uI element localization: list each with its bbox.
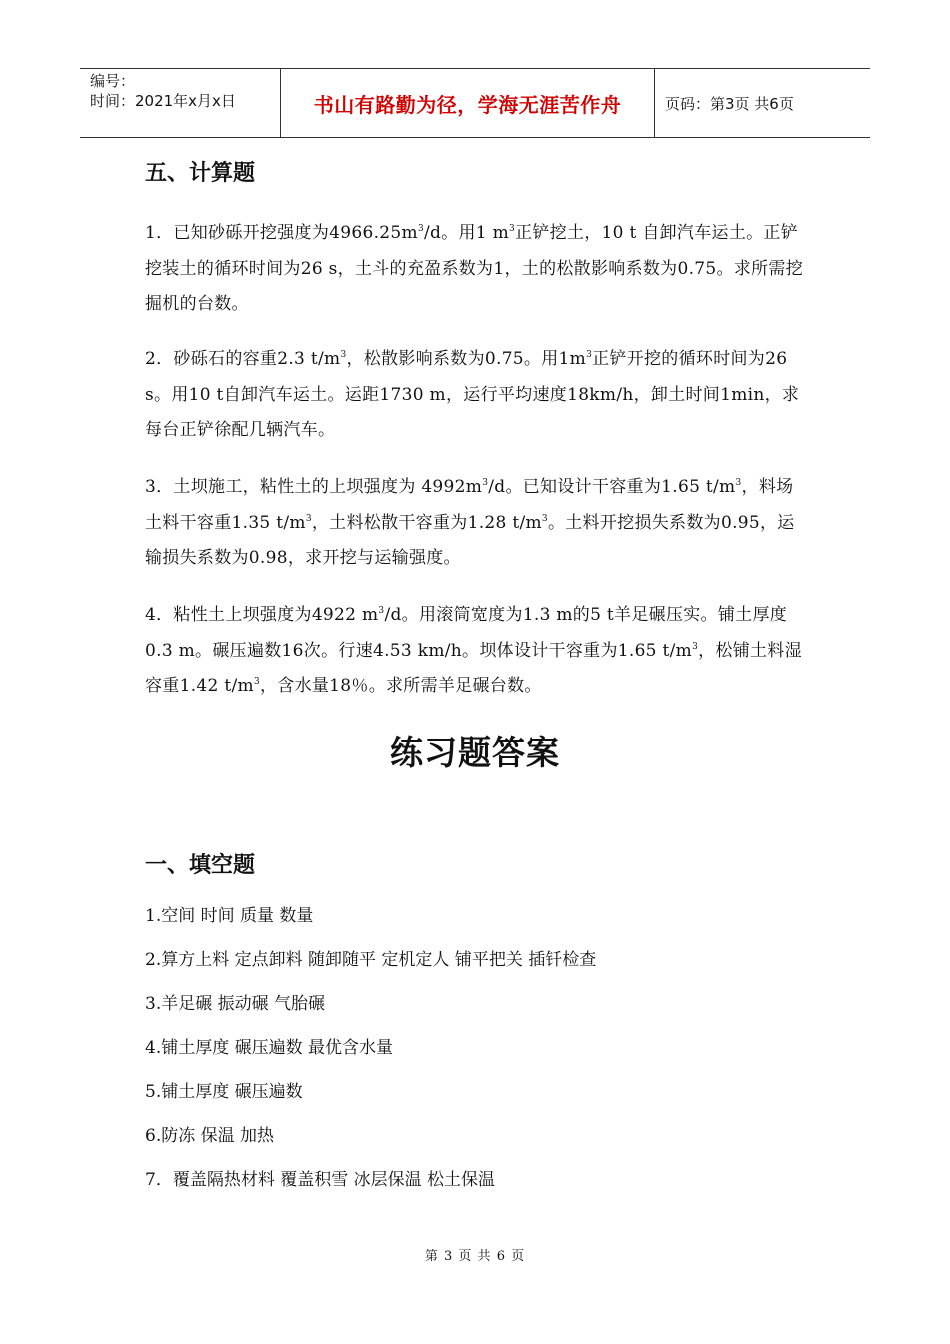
answer-item: 7．覆盖隔热材料 覆盖积雪 冰层保温 松土保温 (145, 1170, 496, 1190)
page-footer: 第 3 页 共 6 页 (424, 1249, 526, 1264)
header-meta (80, 69, 281, 137)
answer-item: 1.空间 时间 质量 数量 (145, 906, 314, 926)
answer-item: 6.防冻 保温 加热 (145, 1126, 275, 1146)
answers-title: 练习题答案 (390, 733, 560, 772)
answer-item: 3.羊足碾 振动碾 气胎碾 (145, 994, 326, 1014)
header-number: 编号： (90, 72, 136, 90)
header-motto: 书山有路勤为径，学海无涯苦作舟 (281, 69, 655, 137)
question-2: 2．砂砾石的容重2.3 $t/m^3$，松散影响系数为0.75。用$1m^3$正铲开挖的循环时间为26 s。用10 t自卸汽车运土。运距1730 m，运行平均速度18km/h，卸土时间1min，求每台正铲徐配几辆汽车。 (145, 349, 800, 440)
section5-title: 五、计算题 (145, 161, 256, 186)
answer-item: 2.算方上料 定点卸料 随卸随平 定机定人 铺平把关 插钎检查 (145, 950, 597, 970)
header-time: 时间：2021年x月x日 (90, 92, 236, 110)
answer-item: 4.铺土厚度 碾压遍数 最优含水量 (145, 1038, 394, 1058)
question-3: 3．土坝施工，粘性土的上坝强度为 $4992m^3/d$。已知设计干容重为1.65 $t/m^3$，料场土料干容重1.35 $t/m^3$，土料松散干容重为1.28 $t/m^3$。土料开挖损失系数为0.95，运输损失系数为0.98，求开挖与运输强度。 (145, 477, 795, 568)
header-page-info: 页码：第3页 共6页 (665, 94, 794, 113)
question-4: 4．粘性土上坝强度为4922 $m^3/d$。用滚筒宽度为1.3 m的5 t羊足碾压实。铺土厚度0.3 m。碾压遍数16次。行速4.53 km/h。坝体设计干容重为1.65 $t/m^3$，松铺土料湿容重1.42 $t/m^3$，含水量18％。求所需羊足碾台数。 (145, 605, 802, 696)
header-table (80, 68, 870, 138)
answers-section1-title: 一、填空题 (145, 853, 256, 878)
answer-item: 5.铺土厚度 碾压遍数 (145, 1082, 303, 1102)
question-1: 1．已知砂砾开挖强度为$4966.25m^3/d$。用1 $m^3$正铲挖土，10 t 自卸汽车运土。正铲挖装土的循环时间为26 s，土斗的充盈系数为1，土的松散影响系数为0.75。求所需挖掘机的台数。 (145, 223, 804, 314)
